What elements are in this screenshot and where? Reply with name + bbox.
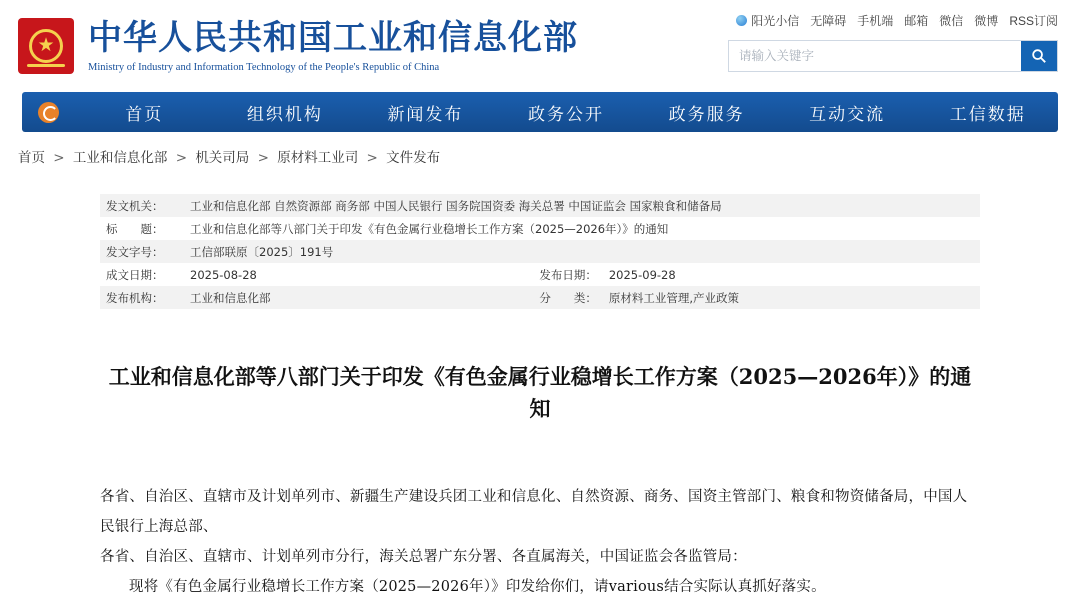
breadcrumb-item-departments[interactable]: 机关司局 bbox=[195, 150, 250, 166]
document-container bbox=[100, 194, 980, 602]
table-row bbox=[100, 217, 980, 240]
meta-label-issuer: 发文机关： bbox=[100, 194, 184, 217]
search-icon bbox=[1031, 48, 1047, 64]
nav-item-government-disclosure[interactable]: 政务公开 bbox=[528, 104, 605, 125]
table-row bbox=[100, 263, 980, 286]
chat-bubble-icon bbox=[736, 15, 747, 26]
quicklink-accessibility[interactable]: 无障碍 bbox=[810, 13, 847, 28]
main-nav-wrapper bbox=[0, 92, 1080, 132]
nav-item-government-services[interactable]: 政务服务 bbox=[668, 104, 745, 125]
meta-value-publisher: 工业和信息化部 bbox=[184, 286, 429, 309]
breadcrumb-item-raw-materials[interactable]: 原材料工业司 bbox=[277, 150, 359, 166]
table-row bbox=[100, 240, 980, 263]
meta-value-written-date: 2025-08-28 bbox=[190, 267, 257, 282]
quicklink-rss[interactable]: RSS订阅 bbox=[1009, 13, 1058, 28]
breadcrumb-separator: > bbox=[175, 150, 188, 166]
document-body bbox=[100, 482, 980, 602]
quicklink-weibo[interactable]: 微博 bbox=[974, 13, 999, 28]
breadcrumb-item-document-release[interactable]: 文件发布 bbox=[386, 150, 441, 166]
meta-value-publish-date: 2025-09-28 bbox=[608, 267, 676, 282]
nav-item-data[interactable]: 工信数据 bbox=[949, 104, 1026, 125]
meta-value-docnumber: 工信部联原〔2025〕191号 bbox=[184, 240, 980, 263]
meta-label-category: 分 类： bbox=[429, 286, 603, 309]
national-emblem-icon: ★ bbox=[18, 18, 74, 74]
meta-label-title: 标 题： bbox=[106, 221, 164, 236]
quicklinks bbox=[728, 10, 1058, 30]
quicklink-label: 阳光小信 bbox=[751, 13, 800, 28]
nav-item-home[interactable]: 首页 bbox=[125, 104, 164, 125]
meta-label-publisher: 发布机构： bbox=[100, 286, 184, 309]
main-nav bbox=[22, 92, 1058, 132]
quicklink-mail[interactable]: 邮箱 bbox=[904, 13, 929, 28]
table-row bbox=[100, 194, 980, 217]
miit-swirl-logo-icon bbox=[22, 102, 74, 123]
meta-value-title: 工业和信息化部等八部门关于印发《有色金属行业稳增长工作方案（2025—2026年）》的通知 bbox=[190, 221, 669, 236]
site-header bbox=[0, 0, 1080, 92]
document-paragraph: 现将《有色金属行业稳增长工作方案（2025—2026年）》印发给你们，请various结合实际认真抓好落实。 bbox=[129, 579, 826, 595]
search-bar bbox=[728, 40, 1058, 72]
meta-label-written-date: 成文日期： bbox=[106, 267, 164, 282]
breadcrumb bbox=[0, 132, 1080, 166]
search-button[interactable] bbox=[1021, 41, 1057, 71]
document-paragraph: 各省、自治区、直辖市、计划单列市分行，海关总署广东分署、各直属海关，中国证监会各监管局： bbox=[100, 549, 747, 565]
document-meta-table bbox=[100, 194, 980, 309]
header-right bbox=[728, 10, 1058, 72]
site-title-en: Ministry of Industry and Information Technology of the People's Republic of China bbox=[88, 62, 440, 74]
breadcrumb-separator: > bbox=[366, 150, 378, 166]
breadcrumb-separator: > bbox=[257, 150, 269, 166]
breadcrumb-separator: > bbox=[53, 150, 65, 166]
search-input[interactable] bbox=[729, 41, 1021, 71]
breadcrumb-item-miit[interactable]: 工业和信息化部 bbox=[72, 150, 168, 166]
quicklink-wechat[interactable]: 微信 bbox=[939, 13, 964, 28]
meta-value-category: 原材料工业管理,产业政策 bbox=[603, 286, 980, 309]
meta-label-docnumber: 发文字号： bbox=[100, 240, 184, 263]
table-row bbox=[100, 286, 980, 309]
meta-value-issuer: 工业和信息化部 自然资源部 商务部 中国人民银行 国务院国资委 海关总署 中国证监会 国家粮食和储备局 bbox=[184, 194, 980, 217]
nav-item-news[interactable]: 新闻发布 bbox=[387, 104, 464, 125]
site-title-cn: 中华人民共和国工业和信息化部 bbox=[88, 17, 578, 58]
quicklink-mobile[interactable]: 手机端 bbox=[857, 13, 894, 28]
document-paragraph: 各省、自治区、直辖市及计划单列市、新疆生产建设兵团工业和信息化、自然资源、商务、国资主管部门、粮食和物资储备局，中国人民银行上海总部、 bbox=[100, 489, 968, 535]
nav-item-interaction[interactable]: 互动交流 bbox=[809, 104, 886, 125]
nav-item-organization[interactable]: 组织机构 bbox=[246, 104, 323, 125]
site-brand[interactable] bbox=[18, 18, 578, 74]
quicklink-sunshine[interactable] bbox=[736, 12, 799, 29]
meta-label-publish-date: 发布日期： bbox=[539, 267, 597, 282]
page-title: 工业和信息化部等八部门关于印发《有色金属行业稳增长工作方案（2025—2026年）》的通知 bbox=[108, 364, 972, 421]
breadcrumb-item-home[interactable]: 首页 bbox=[18, 150, 45, 166]
